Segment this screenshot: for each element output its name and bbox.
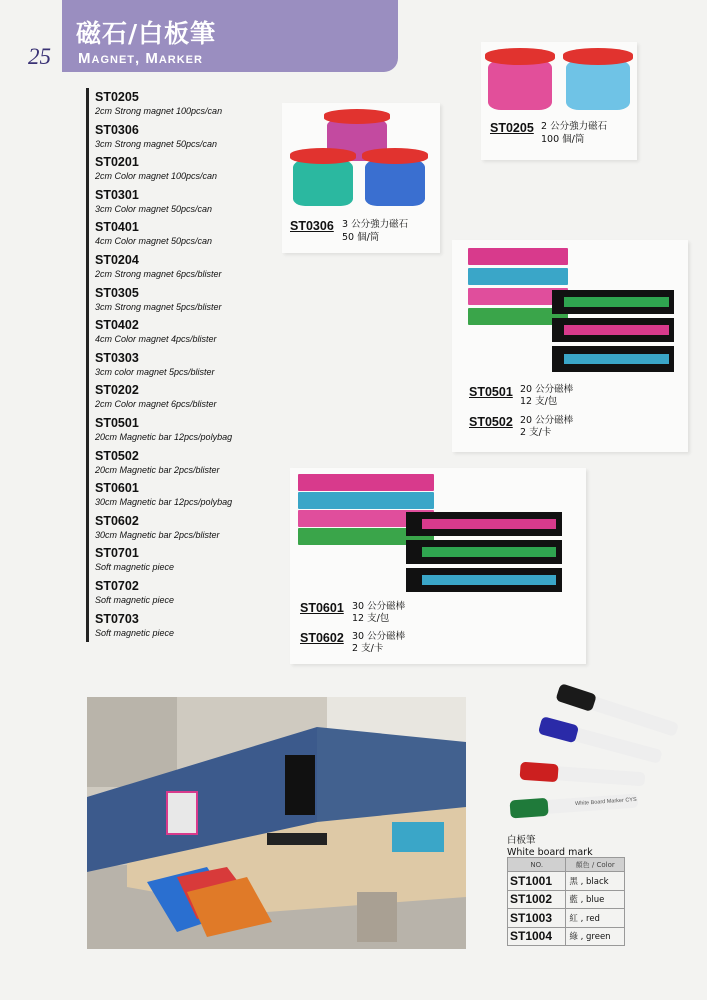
table-row xyxy=(508,927,625,946)
blister-pack-image xyxy=(406,568,562,592)
list-item xyxy=(86,479,286,512)
product-desc: 2cm Strong magnet 100pcs/can xyxy=(95,106,223,116)
product-code: ST0301 xyxy=(95,187,139,202)
list-item xyxy=(86,414,286,447)
cell-code: ST1003 xyxy=(508,909,566,928)
product-desc: 20cm Magnetic bar 2pcs/blister xyxy=(95,464,220,475)
card-code: ST0205 xyxy=(490,121,534,135)
cell-code: ST1004 xyxy=(508,927,566,946)
product-card-st0601 xyxy=(290,468,586,664)
product-desc: Soft magnetic piece xyxy=(95,594,175,605)
product-code: ST0602 xyxy=(95,513,139,528)
product-list xyxy=(86,88,286,642)
blister-pack-image xyxy=(552,290,674,314)
product-code: ST0202 xyxy=(95,383,139,398)
marker-green-image xyxy=(510,794,639,817)
blister-pack-image xyxy=(552,318,674,342)
cell-color: 綠 , green xyxy=(566,927,625,946)
product-card-st0205 xyxy=(481,42,637,160)
card-cn-line2: 2 支/卡 xyxy=(520,427,552,438)
page-title-en: Magnet, Marker xyxy=(78,50,203,67)
whiteboard-title xyxy=(507,835,593,859)
product-code: ST0703 xyxy=(95,611,139,626)
product-code: ST0204 xyxy=(95,252,139,267)
list-item xyxy=(86,447,286,480)
cell-code: ST1002 xyxy=(508,890,566,909)
magnetic-bar-image xyxy=(298,492,434,509)
product-desc: 4cm Color magnet 50pcs/can xyxy=(95,236,213,247)
product-desc: 4cm Color magnet 4pcs/blister xyxy=(95,334,217,345)
blister-pack-image xyxy=(552,346,674,372)
cell-code: ST1001 xyxy=(508,872,566,891)
column-header-color: 顏色 / Color xyxy=(566,858,625,872)
blister-pack-image xyxy=(406,540,562,564)
magnet-jar-image xyxy=(362,148,428,206)
product-desc: Soft magnetic piece xyxy=(95,562,175,573)
magnetic-bar-image xyxy=(468,268,568,285)
card-cn-line1: 3 公分強力磁石 xyxy=(342,219,409,230)
page-title-cn: 磁石/白板筆 xyxy=(76,19,217,48)
cell-color: 藍 , blue xyxy=(566,890,625,909)
list-item xyxy=(86,186,286,219)
table-row xyxy=(508,890,625,909)
product-desc: 3cm Color magnet 50pcs/can xyxy=(95,203,213,214)
product-code: ST0601 xyxy=(95,481,139,496)
card-cn-line2: 12 支/包 xyxy=(352,613,390,624)
whiteboard-title-en: White board mark xyxy=(507,847,593,858)
product-desc: 20cm Magnetic bar 12pcs/polybag xyxy=(95,431,233,442)
whiteboard-title-cn: 白板筆 xyxy=(507,835,536,846)
product-desc: 3cm Strong magnet 5pcs/blister xyxy=(95,301,222,312)
product-code: ST0303 xyxy=(95,350,139,365)
list-item xyxy=(86,251,286,284)
card-cn-line1: 20 公分磁棒 xyxy=(520,384,574,395)
product-desc: 2cm Color magnet 100pcs/can xyxy=(95,171,218,182)
card-code: ST0602 xyxy=(300,631,344,645)
card-code: ST0601 xyxy=(300,601,344,615)
product-code: ST0502 xyxy=(95,448,139,463)
table-header-row xyxy=(508,858,625,872)
list-item xyxy=(86,381,286,414)
magnetic-bar-image xyxy=(298,474,434,491)
cell-color: 黑 , black xyxy=(566,872,625,891)
table-row xyxy=(508,872,625,891)
product-code: ST0701 xyxy=(95,546,139,561)
card-code: ST0306 xyxy=(290,219,334,233)
product-desc: Soft magnetic piece xyxy=(95,627,175,638)
product-code: ST0306 xyxy=(95,122,139,137)
card-code: ST0502 xyxy=(469,415,513,429)
product-code: ST0401 xyxy=(95,220,139,235)
card-cn-line2: 50 個/筒 xyxy=(342,232,380,243)
card-cn-line2: 12 支/包 xyxy=(520,396,558,407)
list-item xyxy=(86,316,286,349)
list-item xyxy=(86,284,286,317)
list-item xyxy=(86,577,286,610)
list-item xyxy=(86,121,286,154)
magnet-jar-image xyxy=(290,148,356,206)
card-cn-line2: 100 個/筒 xyxy=(541,134,585,145)
product-desc: 2cm Strong magnet 6pcs/blister xyxy=(95,268,222,279)
page-number: 25 xyxy=(28,44,51,69)
blister-pack-image xyxy=(406,512,562,536)
card-cn-line1: 30 公分磁棒 xyxy=(352,601,406,612)
marker-brand-text: White Board Marker CYS xyxy=(574,796,637,808)
product-desc: 30cm Magnetic bar 12pcs/polybag xyxy=(95,497,233,508)
product-code: ST0402 xyxy=(95,318,139,333)
list-item xyxy=(86,349,286,382)
list-item xyxy=(86,512,286,545)
list-item xyxy=(86,610,286,643)
table-row xyxy=(508,909,625,928)
product-desc: 30cm Magnetic bar 2pcs/blister xyxy=(95,529,220,540)
list-item xyxy=(86,88,286,121)
product-card-st0501 xyxy=(452,240,688,452)
product-code: ST0201 xyxy=(95,155,139,170)
magnet-jar-image xyxy=(563,48,633,110)
cell-color: 紅 , red xyxy=(566,909,625,928)
card-cn-line1: 2 公分強力磁石 xyxy=(541,121,608,132)
product-code: ST0501 xyxy=(95,415,139,430)
magnetic-bar-image xyxy=(468,248,568,265)
marker-color-table xyxy=(507,857,625,946)
product-card-st0306 xyxy=(282,103,440,253)
office-scene-photo xyxy=(87,697,466,949)
marker-red-image xyxy=(520,764,646,787)
product-desc: 3cm Strong magnet 50pcs/can xyxy=(95,138,218,149)
column-header-no: NO. xyxy=(508,858,566,872)
product-code: ST0205 xyxy=(95,90,139,104)
office-scene-illustration xyxy=(87,697,466,949)
magnet-jar-image xyxy=(485,48,555,110)
product-code: ST0305 xyxy=(95,285,139,300)
product-code: ST0702 xyxy=(95,578,139,593)
list-item xyxy=(86,153,286,186)
card-code: ST0501 xyxy=(469,385,513,399)
card-cn-line2: 2 支/卡 xyxy=(352,643,384,654)
list-item xyxy=(86,544,286,577)
product-desc: 3cm color magnet 5pcs/blister xyxy=(95,366,215,377)
card-cn-line1: 20 公分磁棒 xyxy=(520,415,574,426)
card-cn-line1: 30 公分磁棒 xyxy=(352,631,406,642)
list-item xyxy=(86,218,286,251)
product-desc: 2cm Color magnet 6pcs/blister xyxy=(95,399,217,410)
